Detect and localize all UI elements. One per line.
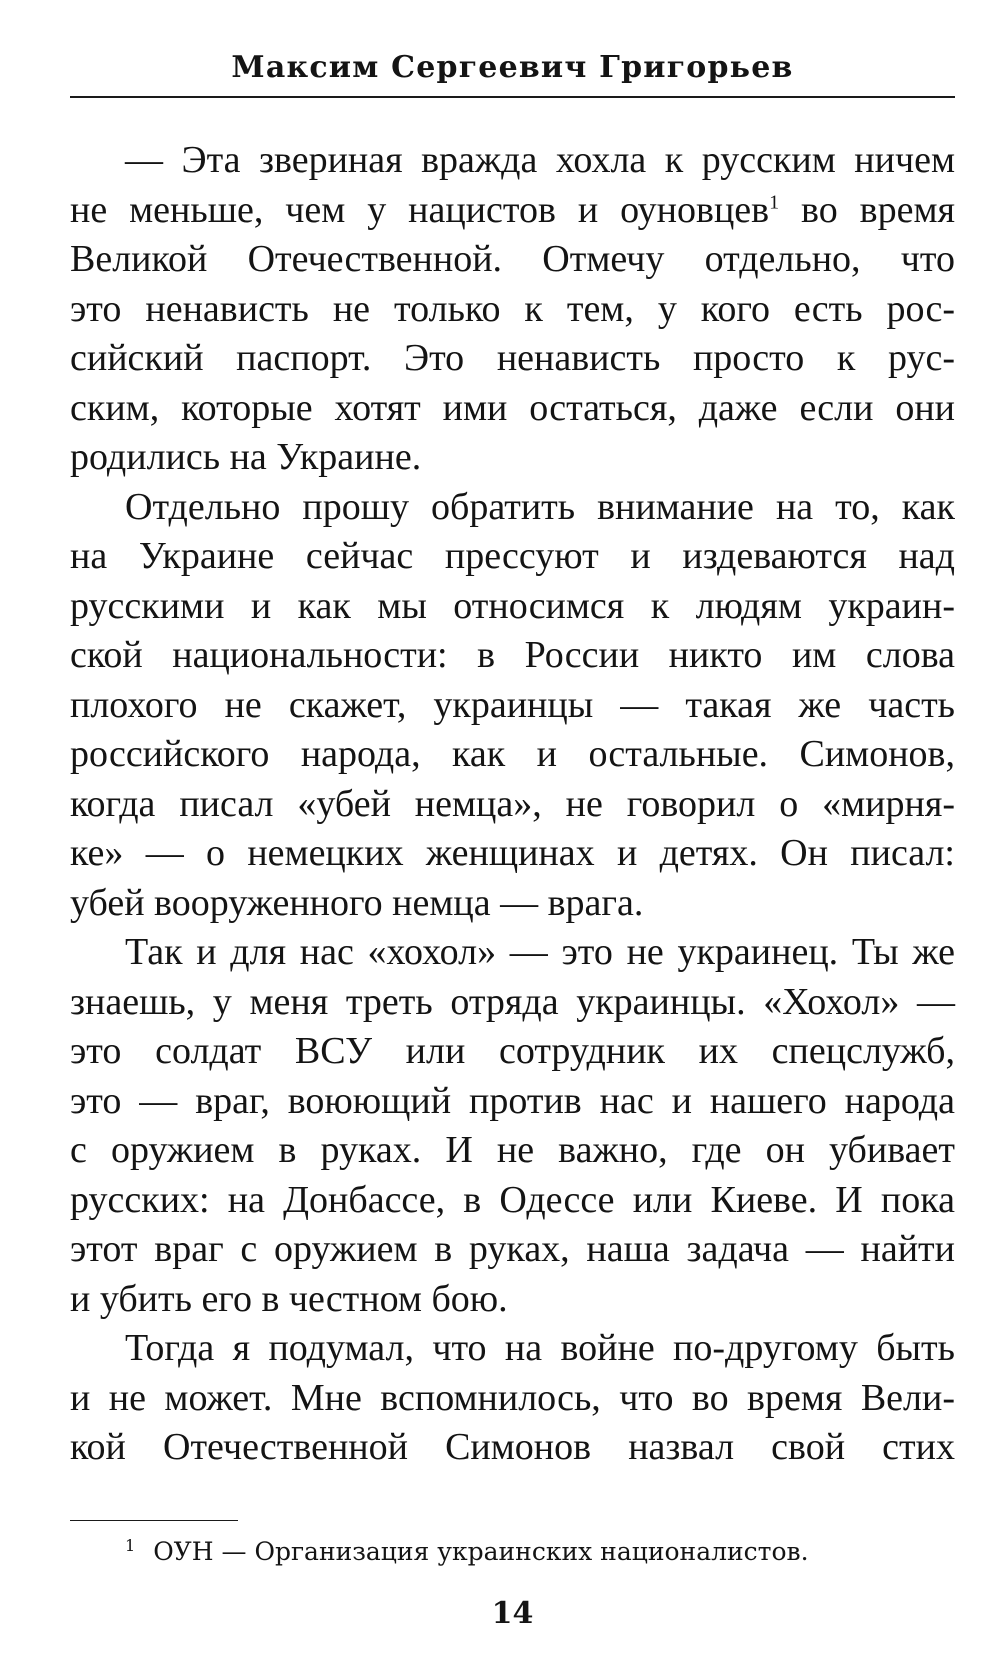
- text-line: убей вооруженного немца — врага.: [70, 881, 644, 924]
- text-line: российского народа, как и остальные. Симонов,: [70, 733, 955, 775]
- text-line: сийский паспорт. Это ненависть просто к рус-: [70, 337, 955, 379]
- text-line: родились на Украине.: [70, 436, 422, 478]
- text-line: когда писал «убей немца», не говорил о «мирня-: [70, 782, 955, 825]
- text-line: это солдат ВСУ или сотрудник их спецслужб,: [70, 1030, 955, 1072]
- text-line: плохого не скажет, украинцы — такая же часть: [70, 683, 955, 726]
- text-line: с оружием в руках. И не важно, где он убивает: [70, 1129, 955, 1171]
- text-line: этот враг с оружием в руках, наша задача — найти: [70, 1228, 955, 1270]
- text-line: русских: на Донбассе, в Одессе или Киеве. И пока: [70, 1178, 955, 1221]
- running-head: Максим Сергеевич Григорьев: [231, 50, 794, 85]
- header-rule: [70, 96, 955, 98]
- text-line-part: во время: [779, 188, 955, 231]
- text-line-part: не меньше, чем у нацистов и оуновцев: [70, 188, 770, 231]
- paragraph-3: [70, 928, 955, 1324]
- text-line: Так и для нас «хохол» — это не украинец. Ты же: [125, 931, 955, 973]
- text-line: на Украине сейчас прессуют и издеваются над: [70, 535, 955, 577]
- text-line: — Эта звериная вражда хохла к русским ничем: [125, 139, 955, 181]
- text-line: и убить его в честном бою.: [70, 1277, 508, 1320]
- text-line: русскими и как мы относимся к людям украин-: [70, 584, 955, 627]
- paragraph-2: [70, 483, 955, 929]
- footnote-text: ОУН — Организация украинских националистов.: [153, 1537, 809, 1566]
- text-line: [70, 186, 955, 236]
- text-line: это — враг, воюющий против нас и нашего народа: [70, 1079, 955, 1122]
- text-line: ской национальности: в России никто им слова: [70, 634, 955, 676]
- paragraph-4: [70, 1324, 955, 1473]
- footnote-rule: [70, 1520, 238, 1521]
- paragraph-1: [70, 136, 955, 483]
- text-line: Великой Отечественной. Отмечу отдельно, что: [70, 238, 955, 280]
- body-text: [70, 136, 955, 1473]
- text-line: Отдельно прошу обратить внимание на то, как: [125, 485, 955, 528]
- text-line: знаешь, у меня треть отряда украинцы. «Хохол» —: [70, 980, 955, 1023]
- text-line: и не может. Мне вспомнилось, что во время Вели-: [70, 1376, 955, 1419]
- text-line: ке» — о немецких женщинах и детях. Он писал:: [70, 832, 955, 874]
- text-line: это ненависть не только к тем, у кого есть рос-: [70, 287, 955, 330]
- footnote: [125, 1534, 955, 1570]
- text-line: кой Отечественной Симонов назвал свой стих: [70, 1426, 955, 1468]
- page-number: 14: [491, 1596, 534, 1631]
- text-line: ским, которые хотят ими остаться, даже если они: [70, 386, 955, 429]
- footnote-ref[interactable]: 1: [769, 190, 780, 213]
- footnote-mark: 1: [125, 1535, 136, 1555]
- text-line: Тогда я подумал, что на войне по-другому быть: [125, 1327, 955, 1369]
